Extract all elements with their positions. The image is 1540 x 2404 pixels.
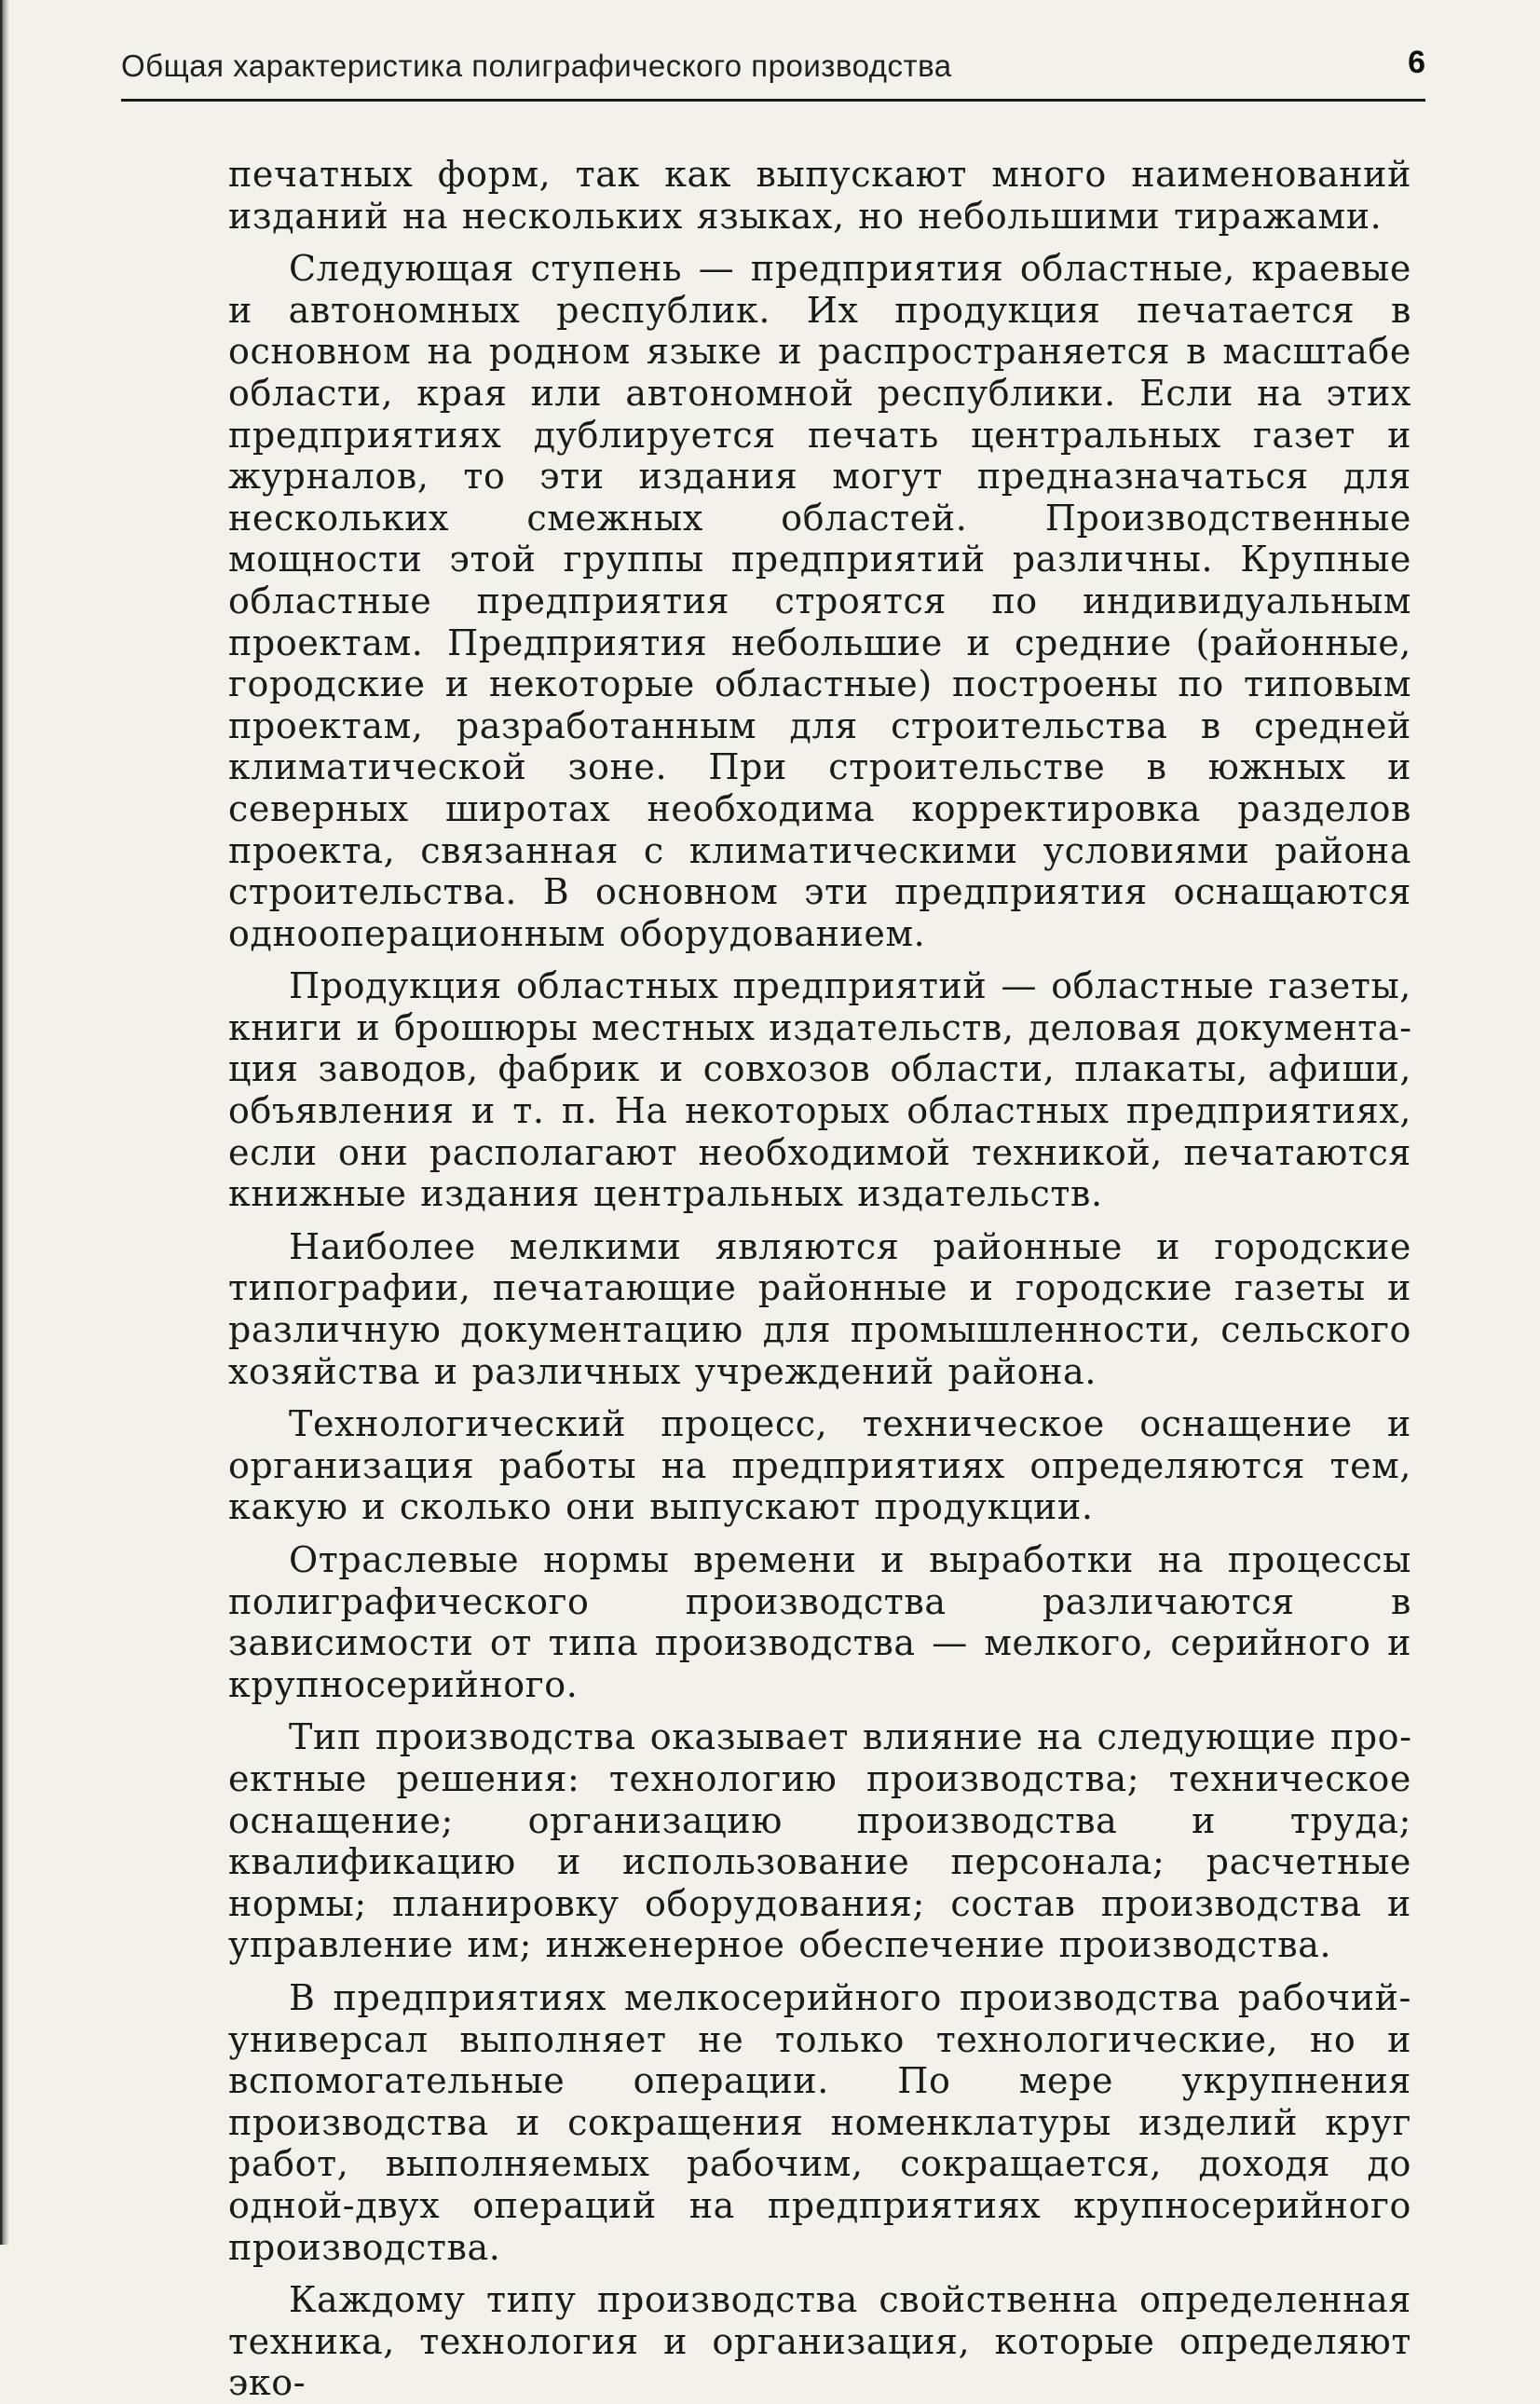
paragraph: Отраслевые нормы времени и выработки на процессы полиграфического производства различаются в зависимости от типа производства — мелкого, серийного и крупносерийного. [228,1539,1411,1705]
paragraph-continues: Каждому типу производства свойственна определенная техника, технология и организация, которые определяют эко- [228,2279,1411,2404]
paragraph: Следующая ступень — предприятия областные, краевые и автономных республик. Их продукция печатается в основном на родном языке и распространяется в масштабе области, края или автономной республики. Если на этих предприятиях дублируется печать центральных газет и журналов, то эти издания могут предназначаться для нескольких смежных областей. Производственные мощности этой группы предприятий различны. Крупные областные предприятия строятся по индивидуальным проектам. Предприятия небольшие и средние (районные, городские и некоторые областные) построены по типовым проектам, разработанным для строительства в средней климатической зоне. При строительстве в южных и северных широтах необходима корректировка разделов проекта, связанная с климатическими условиями района строительства. В основном эти предприятия оснащаются однооперационным оборудованием. [228,248,1411,954]
paragraph: Наиболее мелкими являются районные и городские типографии, печатающие районные и городские газеты и различную документацию для промышленности, сельского хозяйства и различных учреждений района. [228,1225,1411,1392]
page-number: 6 [1408,45,1425,80]
paragraph: Продукция областных предприятий — областные газеты, книги и брошюры местных издательств, деловая документация заводов, фабрик и совхозов области, плакаты, афиши, объявления и т. п. На некоторых областных предприятиях, если они располагают необходимой техникой, печатаются книжные издания центральных издательств. [228,965,1411,1215]
page-binding-edge [0,0,9,2245]
page-header [121,45,1425,104]
paragraph: Тип производства оказывает влияние на следующие проектные решения: технологию производства; техническое оснащение; организацию производства и труда; квалификацию и использование персонала; расчетные нормы; планировку оборудования; состав производства и управление им; инженерное обеспечение производства. [228,1716,1411,1966]
running-head: Общая характеристика полиграфического производства [121,48,952,83]
paragraph: Технологический процесс, техническое оснащение и организация работы на предприятиях определяются тем, какую и сколько они выпускают продукции. [228,1403,1411,1528]
body-text [228,154,1411,2404]
paragraph-continued: печатных форм, так как выпускают много наименований изданий на нескольких языках, но небольшими тиражами. [228,154,1411,237]
paragraph: В предприятиях мелкосерийного производства рабочий-универсал выполняет не только технологические, но и вспомогательные операции. По мере укрупнения производства и сокращения номенклатуры изделий круг работ, выполняемых рабочим, сокращается, доходя до одной-двух операций на предприятиях крупносерийного производства. [228,1976,1411,2268]
header-rule [121,99,1425,102]
